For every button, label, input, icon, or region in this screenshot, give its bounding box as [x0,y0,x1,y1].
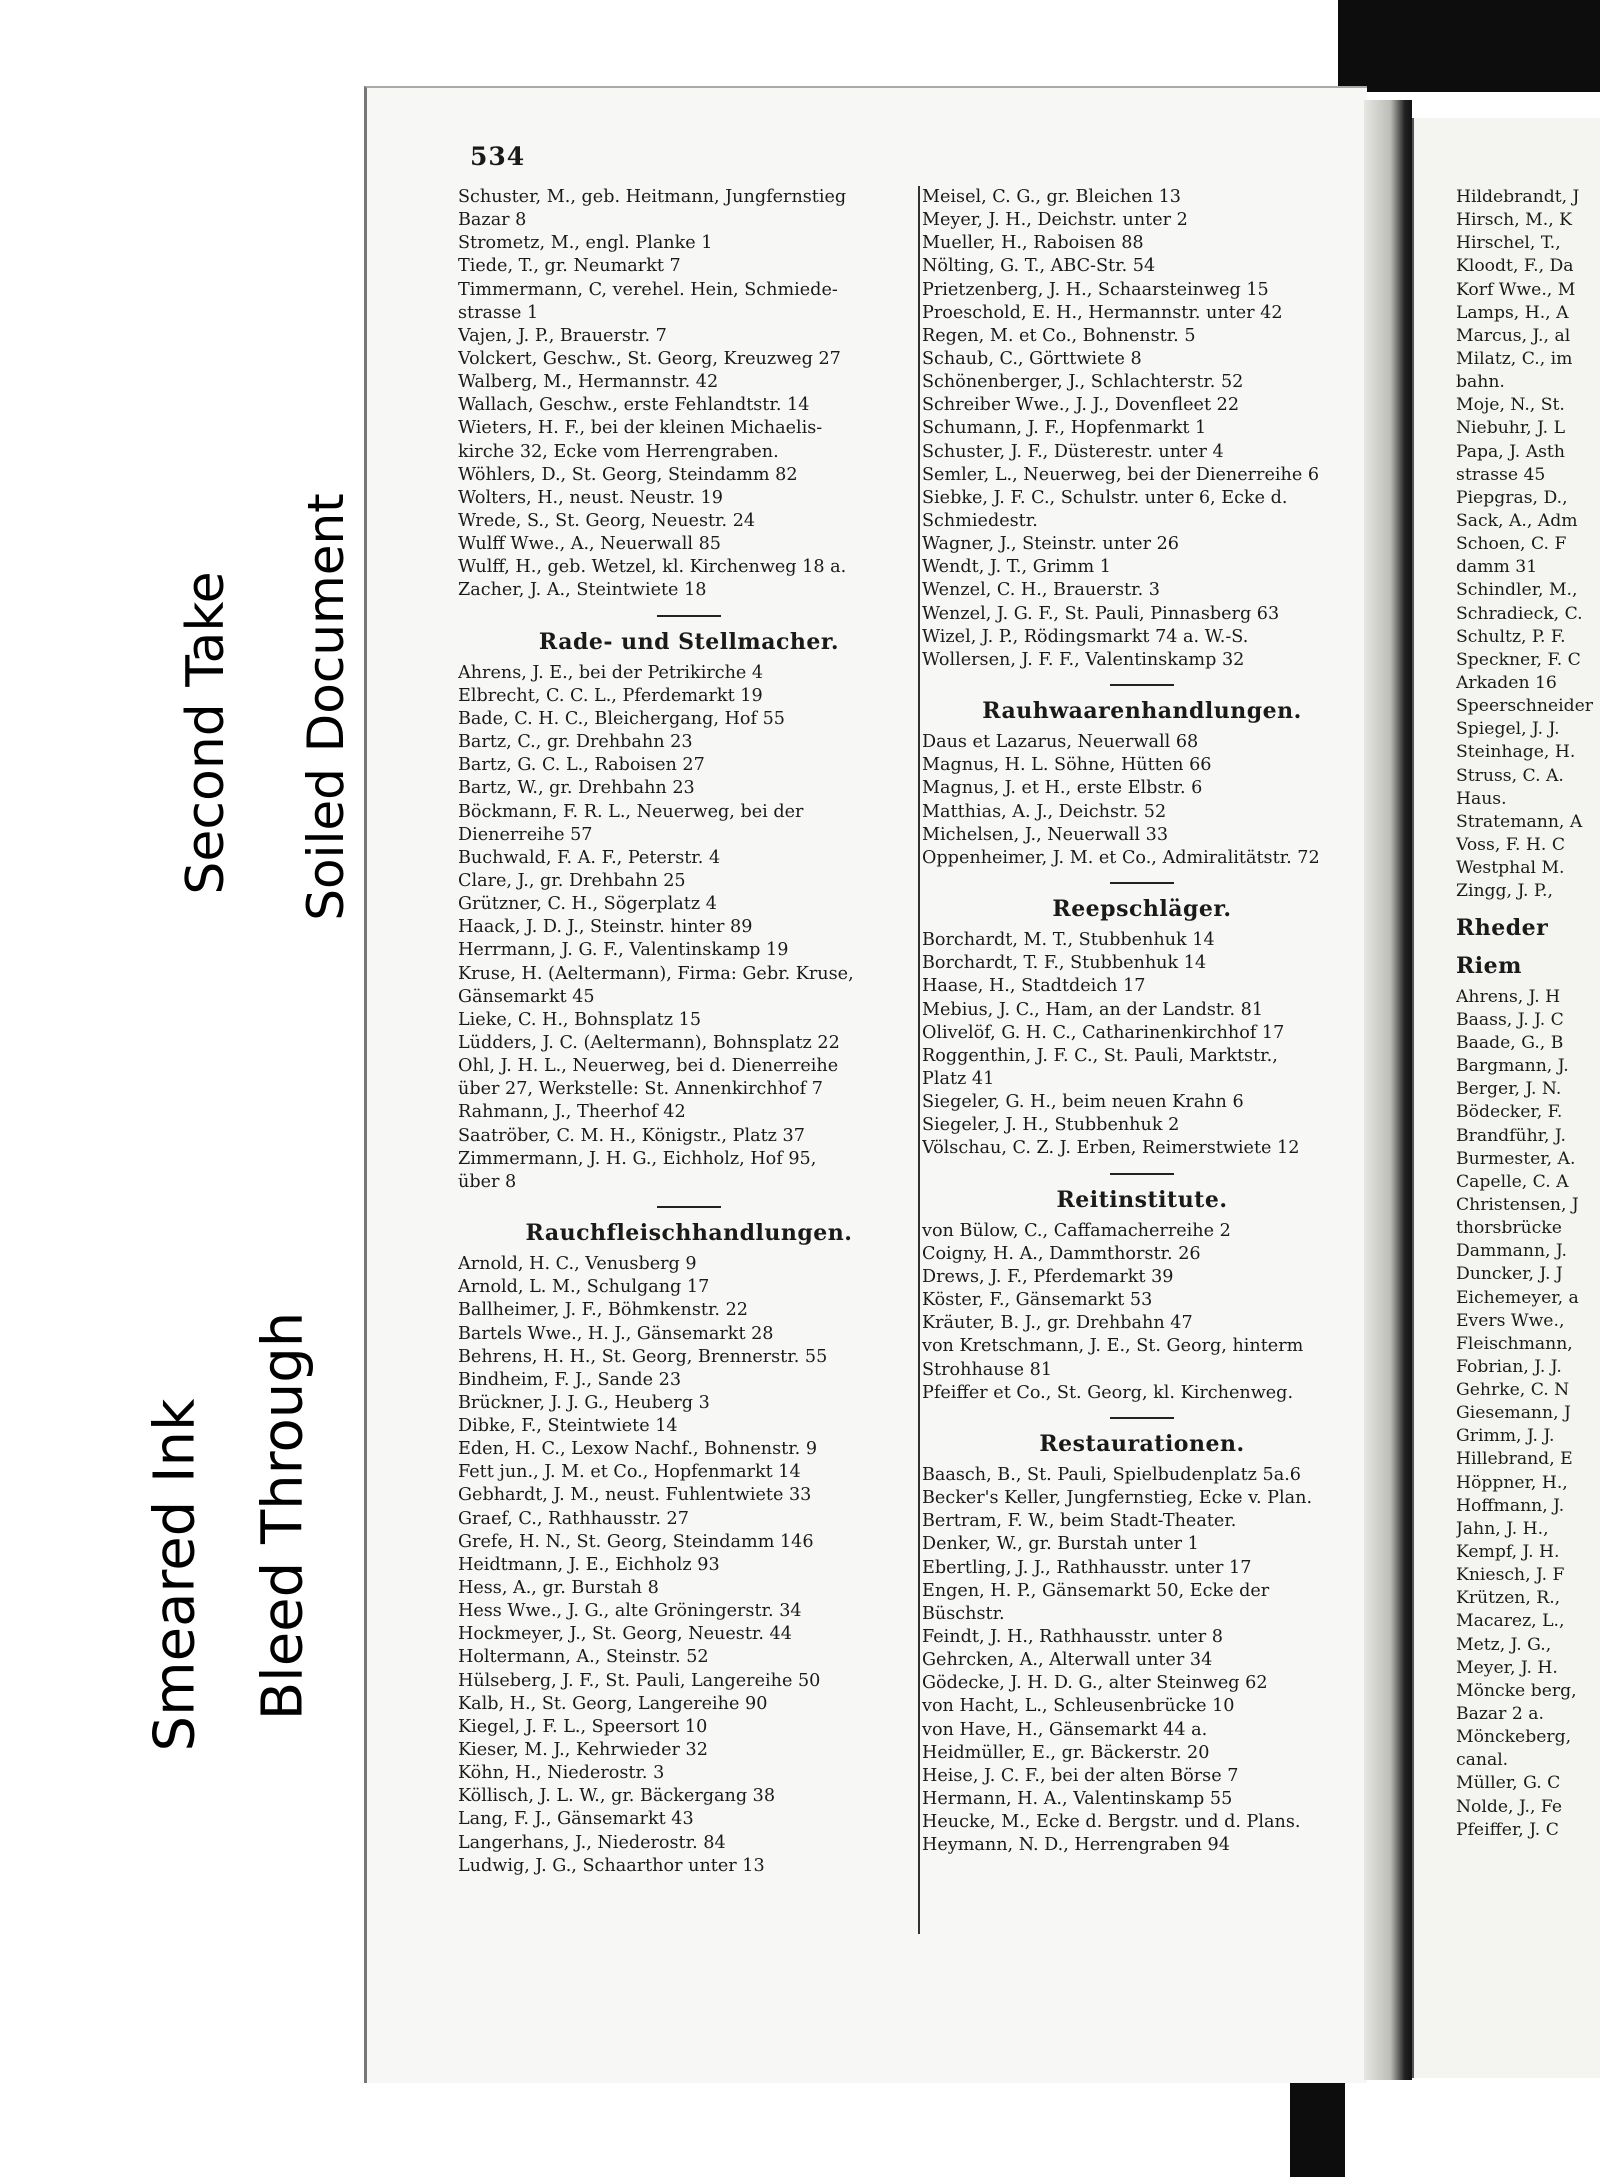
directory-entry: Strohhause 81 [922,1359,1053,1380]
directory-entry: Gänsemarkt 45 [458,986,595,1007]
directory-entry: Giesemann, J [1456,1403,1571,1424]
directory-entry: Gödecke, J. H. D. G., alter Steinweg 62 [922,1673,1268,1694]
directory-entry: Schaub, C., Görttwiete 8 [922,348,1142,369]
directory-entry: Graef, C., Rathhausstr. 27 [458,1508,689,1529]
directory-entry: Lamps, H., A [1456,302,1569,323]
directory-entry: Bazar 2 a. [1456,1704,1544,1725]
directory-entry: Haase, H., Stadtdeich 17 [922,976,1146,997]
directory-entry: Schönenberger, J., Schlachterstr. 52 [922,372,1244,393]
directory-entry: Dienerreihe 57 [458,824,593,845]
directory-entry: Fobrian, J. J. [1456,1356,1562,1377]
directory-entry: Gehrke, C. N [1456,1380,1570,1401]
directory-entry: Papa, J. Asth [1456,441,1565,462]
label-card-soiled-document [284,412,368,1002]
directory-entry: Bazar 8 [458,210,527,231]
directory-entry: Siebke, J. F. C., Schulstr. unter 6, Ecke d. [922,487,1288,508]
directory-entry: Büschstr. [922,1603,1005,1624]
directory-entry: strasse 1 [458,302,539,323]
directory-entry: Meyer, J. H., Deichstr. unter 2 [922,210,1188,231]
directory-entry: Köllisch, J. L. W., gr. Bäckergang 38 [458,1786,776,1807]
side-label-soiled-document: Soiled Document [297,493,355,921]
directory-entry: Ebertling, J. J., Rathhausstr. unter 17 [922,1557,1252,1578]
directory-entry: Fleischmann, [1456,1333,1573,1354]
directory-entry: Hermann, H. A., Valentinskamp 55 [922,1788,1233,1809]
directory-entry: Kieser, M. J., Kehrwieder 32 [458,1740,708,1761]
directory-entry: Hess, A., gr. Burstah 8 [458,1578,659,1599]
directory-entry: Metz, J. G., [1456,1634,1552,1655]
directory-entry: Haus. [1456,788,1507,809]
directory-entry: Heise, J. C. F., bei der alten Börse 7 [922,1765,1239,1786]
directory-entry: Westphal M. [1456,858,1565,879]
directory-entry: Denker, W., gr. Burstah unter 1 [922,1534,1199,1555]
directory-entry: kirche 32, Ecke vom Herrengraben. [458,441,779,462]
directory-entry: Tiede, T., gr. Neumarkt 7 [458,256,681,277]
directory-entry: Schuster, J. F., Düsterestr. unter 4 [922,441,1224,462]
directory-entry: Wolters, H., neust. Neustr. 19 [458,487,723,508]
directory-entry: Spiegel, J. J. [1456,719,1560,740]
directory-entry: Hockmeyer, J., St. Georg, Neuestr. 44 [458,1624,792,1645]
directory-entry: Ohl, J. H. L., Neuerweg, bei d. Dienerreihe [458,1056,839,1077]
section-heading: Rheder [1456,915,1549,942]
directory-entry: Heymann, N. D., Herrengraben 94 [922,1835,1230,1856]
directory-entry: Schumann, J. F., Hopfenmarkt 1 [922,418,1207,439]
directory-entry: Wrede, S., St. Georg, Neuestr. 24 [458,510,756,531]
directory-entry: Mebius, J. C., Ham, an der Landstr. 81 [922,999,1264,1020]
directory-entry: Dibke, F., Steintwiete 14 [458,1416,678,1437]
directory-entry: Behrens, H. H., St. Georg, Brennerstr. 55 [458,1346,828,1367]
side-label-second-take: Second Take [176,571,236,895]
directory-entry: Rahmann, J., Theerhof 42 [458,1102,686,1123]
directory-entry: Bertram, F. W., beim Stadt-Theater. [922,1511,1237,1532]
directory-entry: Mönckeberg, [1456,1727,1572,1748]
column-3 [1456,186,1600,1842]
directory-entry: Köhn, H., Niederostr. 3 [458,1763,665,1784]
directory-entry: Schradieck, C. [1456,603,1583,624]
directory-entry: Hess Wwe., J. G., alte Gröningerstr. 34 [458,1601,802,1622]
directory-entry: über 8 [458,1171,517,1192]
directory-entry: Kräuter, B. J., gr. Drehbahn 47 [922,1313,1193,1334]
directory-entry: thorsbrücke [1456,1218,1562,1239]
directory-entry: Völschau, C. Z. J. Erben, Reimerstwiete 12 [922,1138,1300,1159]
column-1 [458,186,920,1878]
directory-entry: Evers Wwe., [1456,1310,1565,1331]
directory-entry: Mueller, H., Raboisen 88 [922,233,1144,254]
page-number: 534 [470,142,526,171]
directory-entry: Pfeiffer, J. C [1456,1819,1559,1840]
directory-entry: Arnold, H. C., Venusberg 9 [458,1254,697,1275]
directory-entry: Ludwig, J. G., Schaarthor unter 13 [458,1855,765,1876]
directory-entry: Nölting, G. T., ABC-Str. 54 [922,256,1156,277]
directory-entry: Bartels Wwe., H. J., Gänsemarkt 28 [458,1323,774,1344]
directory-entry: Wulff Wwe., A., Neuerwall 85 [458,534,721,555]
directory-entry: Timmermann, C, verehel. Hein, Schmiede- [458,279,838,300]
directory-entry: von Kretschmann, J. E., St. Georg, hinterm [922,1336,1304,1357]
directory-entry: Hillebrand, E [1456,1449,1573,1470]
column-2 [922,186,1362,1857]
directory-entry: Magnus, J. et H., erste Elbstr. 6 [922,778,1203,799]
section-heading: Reitinstitute. [1056,1186,1228,1213]
directory-entry: Duncker, J. J [1456,1264,1563,1285]
section-divider [1110,1417,1174,1419]
directory-entry: Kiegel, J. F. L., Speersort 10 [458,1716,708,1737]
directory-entry: Heucke, M., Ecke d. Bergstr. und d. Plans. [922,1812,1301,1833]
directory-entry: Köster, F., Gänsemarkt 53 [922,1290,1153,1311]
label-card-smeared-ink [130,1290,220,1860]
directory-entry: canal. [1456,1750,1509,1771]
directory-entry: Wöhlers, D., St. Georg, Steindamm 82 [458,464,798,485]
directory-entry: Herrmann, J. G. F., Valentinskamp 19 [458,940,789,961]
section-divider [1110,684,1174,686]
directory-entry: Schreiber Wwe., J. J., Dovenfleet 22 [922,395,1240,416]
directory-entry: Bartz, W., gr. Drehbahn 23 [458,778,695,799]
directory-entry: Lüdders, J. C. (Aeltermann), Bohnsplatz 22 [458,1032,840,1053]
directory-entry: Matthias, A. J., Deichstr. 52 [922,801,1167,822]
directory-entry: Milatz, C., im [1456,348,1573,369]
directory-entry: Speerschneider [1456,696,1593,717]
section-divider [657,615,721,617]
directory-entry: Volckert, Geschw., St. Georg, Kreuzweg 27 [458,348,841,369]
directory-entry: Schultz, P. F. [1456,626,1566,647]
directory-entry: Moje, N., St. [1456,395,1565,416]
directory-entry: Speckner, F. C [1456,649,1581,670]
section-heading: Rauhwaarenhandlungen. [982,697,1302,724]
directory-entry: Clare, J., gr. Drehbahn 25 [458,870,686,891]
directory-entry: Bödecker, F. [1456,1102,1563,1123]
directory-entry: Grefe, H. N., St. Georg, Steindamm 146 [458,1531,814,1552]
directory-entry: Platz 41 [922,1068,995,1089]
directory-entry: Arkaden 16 [1456,672,1557,693]
directory-entry: Christensen, J [1456,1194,1579,1215]
directory-entry: Hirschel, T., [1456,233,1561,254]
directory-entry: Arnold, L. M., Schulgang 17 [458,1277,710,1298]
section-heading: Reepschläger. [1052,895,1232,922]
directory-entry: von Have, H., Gänsemarkt 44 a. [922,1719,1208,1740]
directory-entry: Struss, C. A. [1456,765,1564,786]
section-divider [657,1206,721,1208]
directory-entry: Berger, J. N. [1456,1079,1562,1100]
directory-entry: Proeschold, E. H., Hermannstr. unter 42 [922,302,1283,323]
directory-entry: Olivelöf, G. H. C., Catharinenkirchhof 17 [922,1022,1285,1043]
directory-entry: Voss, F. H. C [1456,834,1565,855]
directory-entry: Strometz, M., engl. Planke 1 [458,233,713,254]
directory-entry: Korf Wwe., M [1456,279,1576,300]
directory-entry: Hirsch, M., K [1456,210,1572,231]
directory-entry: Schindler, M., [1456,580,1578,601]
directory-entry: Magnus, H. L. Söhne, Hütten 66 [922,755,1212,776]
directory-entry: Wieters, H. F., bei der kleinen Michaelis- [458,418,823,439]
directory-entry: Wagner, J., Steinstr. unter 26 [922,534,1179,555]
directory-entry: Baasch, B., St. Pauli, Spielbudenplatz 5a.6 [922,1464,1301,1485]
directory-entry: Zacher, J. A., Steintwiete 18 [458,580,707,601]
directory-entry: Saatröber, C. M. H., Königstr., Platz 37 [458,1125,805,1146]
directory-entry: Prietzenberg, J. H., Schaarsteinweg 15 [922,279,1269,300]
directory-entry: Siegeler, G. H., beim neuen Krahn 6 [922,1092,1244,1113]
directory-entry: Engen, H. P., Gänsemarkt 50, Ecke der [922,1580,1270,1601]
directory-entry: Elbrecht, C. C. L., Pferdemarkt 19 [458,685,763,706]
directory-entry: Daus et Lazarus, Neuerwall 68 [922,732,1199,753]
directory-entry: Dammann, J. [1456,1241,1567,1262]
directory-entry: Möncke berg, [1456,1680,1577,1701]
directory-entry: Bade, C. H. C., Bleichergang, Hof 55 [458,708,785,729]
directory-entry: Vajen, J. P., Brauerstr. 7 [458,325,667,346]
directory-entry: Hülseberg, J. F., St. Pauli, Langereihe 50 [458,1670,821,1691]
book-gutter [1364,100,1412,2080]
directory-entry: Nolde, J., Fe [1456,1796,1563,1817]
directory-entry: Heidmüller, E., gr. Bäckerstr. 20 [922,1742,1210,1763]
directory-entry: Niebuhr, J. L [1456,418,1565,439]
directory-entry: Schmiedestr. [922,510,1038,531]
directory-entry: Marcus, J., al [1456,325,1571,346]
directory-entry: Roggenthin, J. F. C., St. Pauli, Marktstr., [922,1045,1278,1066]
directory-entry: Semler, L., Neuerweg, bei der Dienerreihe 6 [922,464,1320,485]
directory-entry: Sack, A., Adm [1456,510,1578,531]
directory-entry: bahn. [1456,372,1505,393]
directory-entry: Meisel, C. G., gr. Bleichen 13 [922,187,1181,207]
directory-entry: Borchardt, M. T., Stubbenhuk 14 [922,930,1215,951]
directory-entry: Baass, J. J. C [1456,1009,1564,1030]
directory-entry: Kruse, H. (Aeltermann), Firma: Gebr. Kruse, [458,963,854,984]
directory-entry: Bargmann, J. [1456,1056,1569,1077]
section-heading: Rade- und Stellmacher. [538,628,840,655]
section-heading: Restaurationen. [1039,1430,1245,1457]
directory-entry: Haack, J. D. J., Steinstr. hinter 89 [458,917,753,938]
scanner-strip-top [1338,0,1600,92]
directory-entry: Grimm, J. J. [1456,1426,1555,1447]
directory-entry: Ahrens, J. H [1456,986,1561,1007]
directory-entry: Eden, H. C., Lexow Nachf., Bohnenstr. 9 [458,1439,818,1460]
directory-entry: Schoen, C. F [1456,534,1567,555]
directory-entry: Gebhardt, J. M., neust. Fuhlentwiete 33 [458,1485,812,1506]
directory-entry: Macarez, L., [1456,1611,1565,1632]
directory-entry: Coigny, H. A., Dammthorstr. 26 [922,1243,1201,1264]
directory-entry: Ballheimer, J. F., Böhmkenstr. 22 [458,1300,749,1321]
directory-entry: Wizel, J. P., Rödingsmarkt 74 a. W.-S. [922,626,1249,647]
directory-entry: Bindheim, F. J., Sande 23 [458,1369,682,1390]
section-divider [1110,882,1174,884]
directory-entry: Wulff, H., geb. Wetzel, kl. Kirchenweg 18 a. [458,557,847,578]
directory-entry: Oppenheimer, J. M. et Co., Admiralitätstr. 72 [922,847,1320,868]
directory-entry: Hoffmann, J. [1456,1495,1565,1516]
section-divider [1110,1173,1174,1175]
directory-entry: Bartz, G. C. L., Raboisen 27 [458,755,705,776]
label-card-bleed-through [236,1226,330,1806]
directory-entry: Wenzel, J. G. F., St. Pauli, Pinnasberg 63 [922,603,1280,624]
directory-entry: Höppner, H., [1456,1472,1568,1493]
directory-entry: Siegeler, J. H., Stubbenhuk 2 [922,1115,1180,1136]
directory-entry: Wenzel, C. H., Brauerstr. 3 [922,580,1160,601]
directory-entry: Steinhage, H. [1456,742,1576,763]
directory-entry: Holtermann, A., Steinstr. 52 [458,1647,709,1668]
directory-entry: strasse 45 [1456,464,1546,485]
directory-entry: Becker's Keller, Jungfernstieg, Ecke v. Plan. [922,1488,1313,1509]
directory-entry: Fett jun., J. M. et Co., Hopfenmarkt 14 [458,1462,801,1483]
directory-entry: Pfeiffer et Co., St. Georg, kl. Kirchenweg. [922,1382,1294,1403]
directory-entry: Capelle, C. A [1456,1171,1569,1192]
directory-entry: Michelsen, J., Neuerwall 33 [922,824,1169,845]
side-label-bleed-through: Bleed Through [250,1311,316,1721]
directory-entry: damm 31 [1456,557,1538,578]
directory-entry: von Hacht, L., Schleusenbrücke 10 [922,1696,1235,1717]
directory-entry: Drews, J. F., Pferdemarkt 39 [922,1266,1174,1287]
directory-entry: Gehrcken, A., Alterwall unter 34 [922,1650,1213,1671]
directory-entry: Zingg, J. P., [1456,881,1553,902]
directory-entry: Hildebrandt, J [1456,187,1580,207]
directory-entry: Kempf, J. H. [1456,1542,1560,1563]
directory-entry: Borchardt, T. F., Stubbenhuk 14 [922,953,1207,974]
section-heading: Riem [1456,952,1522,979]
directory-entry: Wendt, J. T., Grimm 1 [922,557,1111,578]
directory-entry: Heidtmann, J. E., Eichholz 93 [458,1554,720,1575]
section-heading: Rauchfleischhandlungen. [525,1219,853,1246]
directory-entry: Buchwald, F. A. F., Peterstr. 4 [458,847,721,868]
directory-entry: Kalb, H., St. Georg, Langereihe 90 [458,1693,768,1714]
directory-entry: Kloodt, F., Da [1456,256,1574,277]
directory-entry: Walberg, M., Hermannstr. 42 [458,372,719,393]
directory-entry: Feindt, J. H., Rathhausstr. unter 8 [922,1626,1223,1647]
directory-entry: Regen, M. et Co., Bohnenstr. 5 [922,325,1196,346]
directory-entry: Langerhans, J., Niederostr. 84 [458,1832,726,1853]
directory-entry: Eichemeyer, a [1456,1287,1579,1308]
directory-entry: Bartz, C., gr. Drehbahn 23 [458,732,693,753]
label-card-second-take [160,498,252,968]
side-label-smeared-ink: Smeared Ink [142,1398,208,1752]
directory-entry: Ahrens, J. E., bei der Petrikirche 4 [458,662,764,683]
directory-entry: Krützen, R., [1456,1588,1561,1609]
directory-entry: Meyer, J. H. [1456,1657,1558,1678]
directory-entry: Kniesch, J. F [1456,1565,1565,1586]
directory-entry: Stratemann, A [1456,811,1583,832]
directory-entry: Burmester, A. [1456,1148,1576,1169]
directory-entry: Böckmann, F. R. L., Neuerweg, bei der [458,801,804,822]
directory-entry: Baade, G., B [1456,1032,1564,1053]
directory-entry: Schuster, M., geb. Heitmann, Jungfernstieg [458,187,847,207]
directory-entry: von Bülow, C., Caffamacherreihe 2 [922,1220,1231,1241]
directory-entry: über 27, Werkstelle: St. Annenkirchhof 7 [458,1079,823,1100]
directory-entry: Wollersen, J. F. F., Valentinskamp 32 [922,649,1245,670]
directory-entry: Jahn, J. H., [1456,1518,1549,1539]
directory-entry: Lang, F. J., Gänsemarkt 43 [458,1809,694,1830]
directory-entry: Lieke, C. H., Bohnsplatz 15 [458,1009,702,1030]
directory-entry: Müller, G. C [1456,1773,1561,1794]
directory-entry: Brandführ, J. [1456,1125,1566,1146]
directory-entry: Wallach, Geschw., erste Fehlandtstr. 14 [458,395,810,416]
directory-entry: Zimmermann, J. H. G., Eichholz, Hof 95, [458,1148,817,1169]
directory-entry: Grützner, C. H., Sögerplatz 4 [458,894,717,915]
directory-entry: Brückner, J. J. G., Heuberg 3 [458,1392,710,1413]
directory-entry: Piepgras, D., [1456,487,1568,508]
